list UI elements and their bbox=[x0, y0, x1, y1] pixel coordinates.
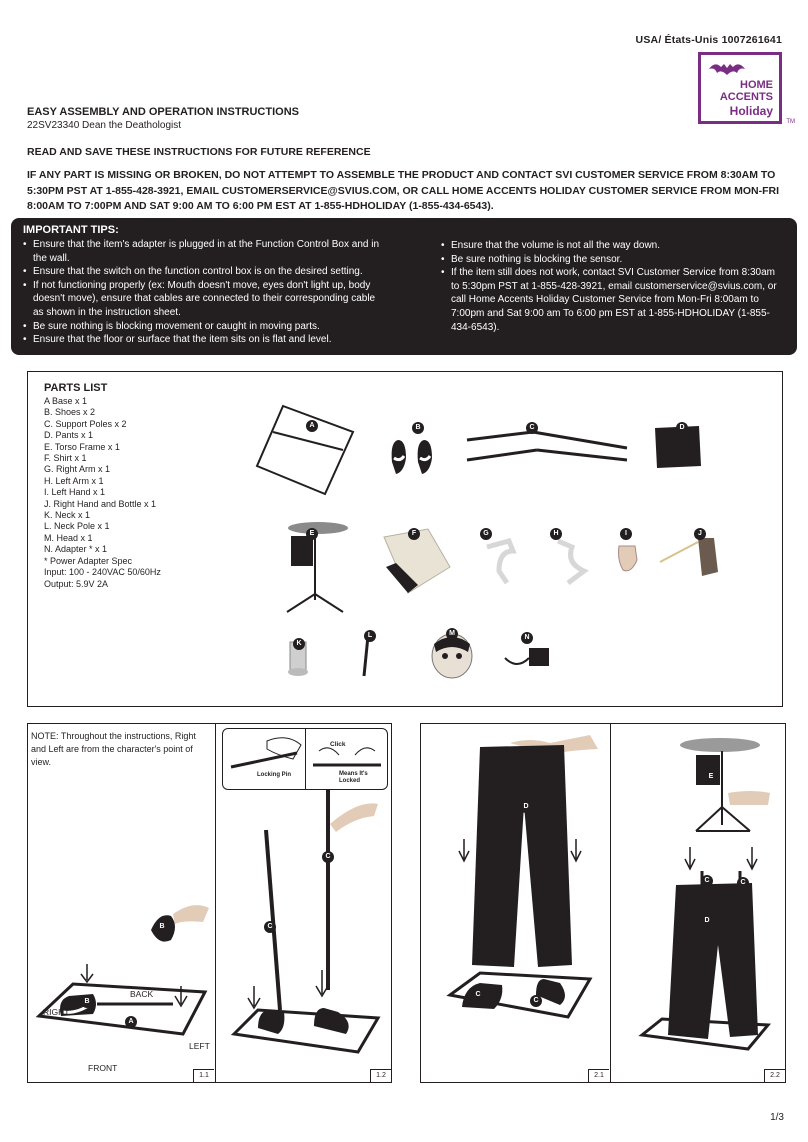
part-item: F. Shirt x 1 bbox=[44, 453, 87, 464]
locking-pin-inset bbox=[222, 728, 388, 790]
pants-assembly-illustration bbox=[440, 735, 610, 1055]
tips-left-list bbox=[23, 238, 383, 347]
bottle-hand-illustration bbox=[658, 532, 728, 582]
parts-heading: PARTS LIST bbox=[44, 382, 108, 394]
tip-item: • Ensure that the floor or surface that the item sits on is flat and level. bbox=[23, 333, 383, 347]
part-item: G. Right Arm x 1 bbox=[44, 464, 111, 475]
label-left: LEFT bbox=[189, 1041, 210, 1051]
base-frame-illustration bbox=[253, 402, 363, 502]
part-item: J. Right Hand and Bottle x 1 bbox=[44, 498, 157, 509]
logo-line-2: ACCENTS bbox=[719, 91, 773, 103]
page-number: 1/3 bbox=[770, 1112, 784, 1123]
label-right: RIGHT bbox=[43, 1007, 70, 1017]
tip-item: • If not functioning properly (ex: Mouth doesn't move, eyes don't light up, body doesn't move), ensure that cables are connected to their corresponding cable as shown in the instruction sheet. bbox=[23, 279, 383, 320]
part-item: I. Left Hand x 1 bbox=[44, 487, 106, 498]
step-number-1-1: 1.1 bbox=[193, 1069, 214, 1082]
base-assembly-illustration bbox=[33, 900, 213, 1050]
step-badge-c: C bbox=[701, 875, 713, 887]
part-item: L. Neck Pole x 1 bbox=[44, 521, 110, 532]
part-badge-h: H bbox=[550, 528, 562, 540]
torso-frame-illustration bbox=[283, 520, 353, 615]
part-badge-n: N bbox=[521, 632, 533, 644]
part-badge-m: M bbox=[446, 628, 458, 640]
part-badge-d: D bbox=[676, 422, 688, 434]
tip-item: • Ensure that the switch on the function control box is on the desired setting. bbox=[23, 265, 383, 279]
label-back: BACK bbox=[130, 989, 154, 999]
part-badge-j: J bbox=[694, 528, 706, 540]
part-badge-b: B bbox=[412, 422, 424, 434]
tips-right-list bbox=[441, 239, 786, 334]
label-locking-pin: Locking Pin bbox=[257, 772, 292, 778]
step-number-2-1: 2.1 bbox=[588, 1069, 609, 1082]
step-badge-a: A bbox=[125, 1016, 137, 1028]
brand-logo bbox=[698, 52, 795, 125]
tip-item: • Ensure that the item's adapter is plugged in at the Function Control Box and in the wall. bbox=[23, 238, 383, 265]
save-notice: READ AND SAVE THESE INSTRUCTIONS FOR FUTURE REFERENCE bbox=[27, 146, 371, 158]
left-arm-illustration bbox=[548, 537, 593, 587]
part-badge-e: E bbox=[306, 528, 318, 540]
right-arm-illustration bbox=[483, 537, 528, 587]
tip-item: • Be sure nothing is blocking movement or caught in moving parts. bbox=[23, 320, 383, 334]
part-item: C. Support Poles x 2 bbox=[44, 418, 127, 429]
pole-hand-left-illustration bbox=[227, 735, 305, 775]
part-item: E. Torso Frame x 1 bbox=[44, 441, 120, 452]
part-spec: Input: 100 - 240VAC 50/60Hz bbox=[44, 567, 161, 578]
part-item: N. Adapter * x 1 bbox=[44, 544, 108, 555]
part-spec: Output: 5.9V 2A bbox=[44, 578, 109, 589]
part-badge-i: I bbox=[620, 528, 632, 540]
document-subtitle: 22SV23340 Dean the Deathologist bbox=[27, 120, 182, 131]
adapter-illustration bbox=[503, 644, 553, 674]
tip-item: • If the item still does not work, contact SVI Customer Service from 8:30am to 5:30pm PST at 1-855-428-3921, email customerservice@svius.com, or call Home Accents Holiday Customer Service from Mon-Fri 8:00am to 7:00pm and Sat 9:00 am To 6:00 pm EST at 1-855-HDHOLIDAY (1-855-434-6543). bbox=[441, 266, 786, 334]
logo-line-3: Holiday bbox=[729, 104, 773, 118]
logo-line-1: HOME bbox=[740, 79, 773, 91]
missing-parts-warning: IF ANY PART IS MISSING OR BROKEN, DO NOT ATTEMPT TO ASSEMBLE THE PRODUCT AND CONTACT SVI CUSTOMER SERVICE FROM 8:30AM TO 5:30PM PST AT 1-855-428-3921, EMAIL CUSTOMERSERVICE@SVIUS.COM, OR CALL HOME ACCENTS HOLIDAY CUSTOMER SERVICE FROM MON-FRI 8:00AM TO 7:00PM AND SAT 9:00 AM TO 6:00 PM EST AT 1-855-HDHOLIDAY (1-855-434-6543). bbox=[27, 169, 779, 212]
part-spec: * Power Adapter Spec bbox=[44, 555, 133, 566]
step-badge-d: D bbox=[701, 915, 713, 927]
part-item: M. Head x 1 bbox=[44, 532, 93, 543]
inset-divider bbox=[305, 729, 306, 789]
part-badge-c: C bbox=[526, 422, 538, 434]
document-title: EASY ASSEMBLY AND OPERATION INSTRUCTIONS bbox=[27, 106, 299, 118]
step-number-2-2: 2.2 bbox=[764, 1069, 785, 1082]
step-badge-e: E bbox=[705, 771, 717, 783]
part-badge-g: G bbox=[480, 528, 492, 540]
support-poles-illustration bbox=[463, 424, 633, 464]
step-badge-d: D bbox=[520, 801, 532, 813]
part-badge-k: K bbox=[293, 638, 305, 650]
label-click: Click bbox=[330, 741, 346, 748]
part-badge-a: A bbox=[306, 420, 318, 432]
step-badge-c: C bbox=[264, 921, 276, 933]
step-badge-c: C bbox=[472, 989, 484, 1001]
step-number-1-2: 1.2 bbox=[370, 1069, 391, 1082]
important-tips-box bbox=[11, 218, 797, 355]
step-divider bbox=[215, 724, 216, 1082]
part-item: A Base x 1 bbox=[44, 396, 88, 406]
tips-heading: IMPORTANT TIPS: bbox=[23, 224, 119, 236]
part-item: B. Shoes x 2 bbox=[44, 407, 96, 418]
step-divider bbox=[610, 724, 611, 1082]
orientation-note: NOTE: Throughout the instructions, Right and Left are from the character's point of view. bbox=[31, 731, 196, 767]
bat-icon bbox=[707, 59, 747, 79]
part-item: H. Left Arm x 1 bbox=[44, 475, 104, 486]
left-hand-illustration bbox=[613, 540, 643, 580]
part-item: D. Pants x 1 bbox=[44, 430, 94, 441]
part-badge-f: F bbox=[408, 528, 420, 540]
label-means-locked: Means It's Locked bbox=[339, 771, 368, 784]
tip-item: • Be sure nothing is blocking the sensor. bbox=[441, 253, 786, 267]
label-front: FRONT bbox=[88, 1063, 118, 1073]
tip-item: • Ensure that the volume is not all the way down. bbox=[441, 239, 786, 253]
parts-list bbox=[44, 396, 161, 590]
shoes-illustration bbox=[388, 432, 448, 482]
part-badge-l: L bbox=[364, 630, 376, 642]
step-badge-c: C bbox=[737, 877, 749, 889]
parts-list-panel bbox=[27, 371, 783, 707]
poles-assembly-illustration bbox=[228, 790, 388, 1060]
document-code: USA/ États-Unis 1007261641 bbox=[635, 34, 782, 46]
step-badge-b: B bbox=[156, 921, 168, 933]
step-badge-c: C bbox=[530, 995, 542, 1007]
step-badge-b: B bbox=[81, 996, 93, 1008]
trademark: TM bbox=[786, 119, 795, 125]
step-badge-c: C bbox=[322, 851, 334, 863]
torso-assembly-illustration bbox=[612, 735, 782, 1055]
part-item: K. Neck x 1 bbox=[44, 510, 91, 521]
